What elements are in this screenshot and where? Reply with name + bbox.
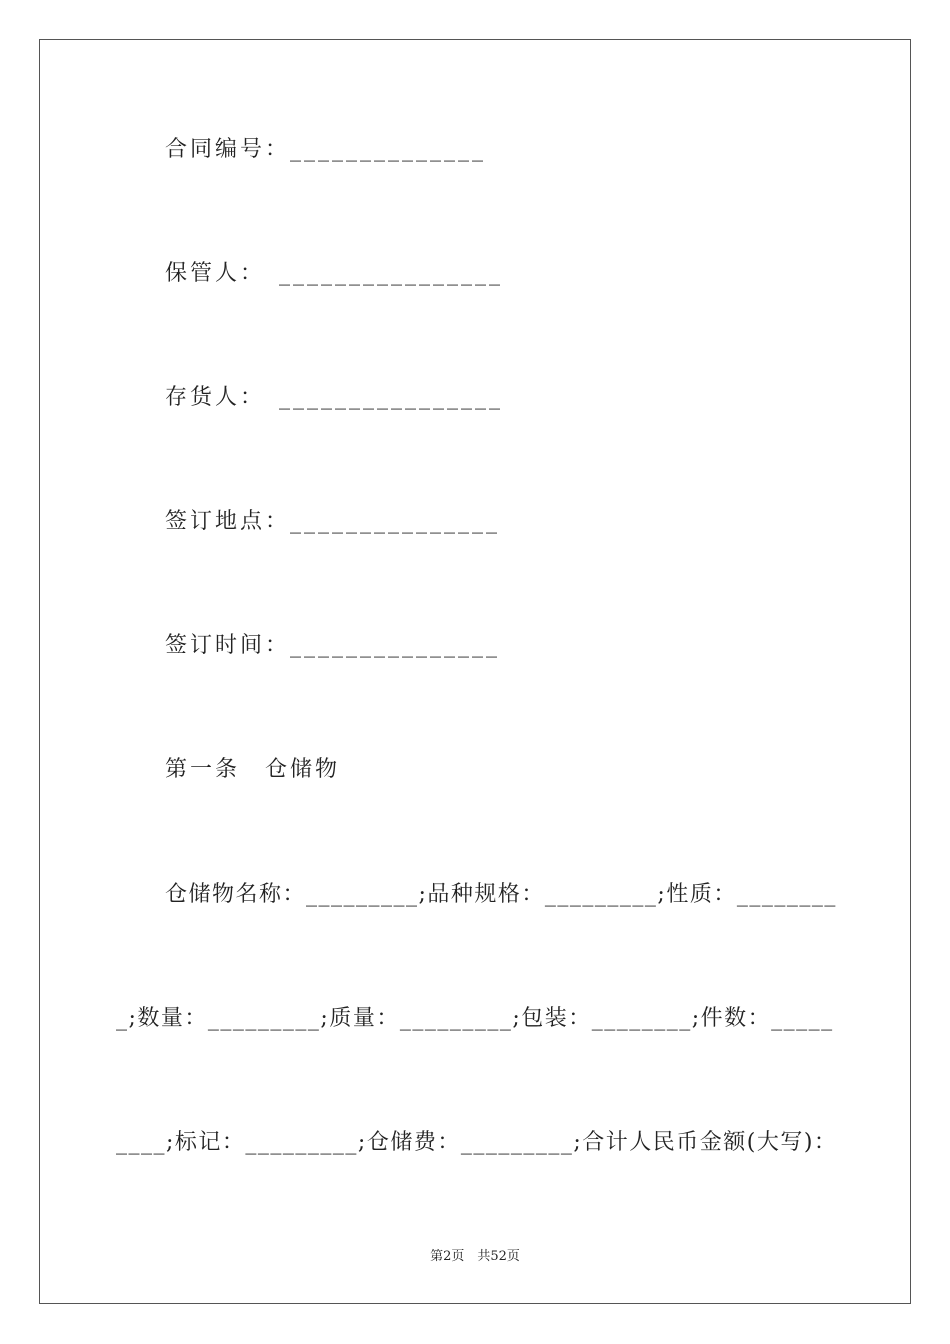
depositor-line: 存货人： ________________ [165, 385, 504, 410]
storage-goods-line-2: _;数量：_________;质量：_________;包装：________;件数：_____ [116, 1006, 834, 1031]
page-number-footer: 第2页 共52页 [430, 1249, 520, 1264]
article-one-heading: 第一条 仓储物 [165, 757, 341, 782]
page-border [39, 39, 911, 1304]
signing-time-line: 签订时间：_______________ [165, 633, 501, 658]
signing-place-line: 签订地点：_______________ [165, 509, 501, 534]
custodian-line: 保管人： ________________ [165, 261, 504, 286]
storage-goods-line-3: ____;标记：_________;仓储费：_________;合计人民币金额(大写)： [116, 1130, 838, 1155]
storage-goods-line-1: 仓储物名称：_________;品种规格：_________;性质：________ [165, 882, 837, 907]
contract-number-line: 合同编号：______________ [165, 137, 487, 162]
